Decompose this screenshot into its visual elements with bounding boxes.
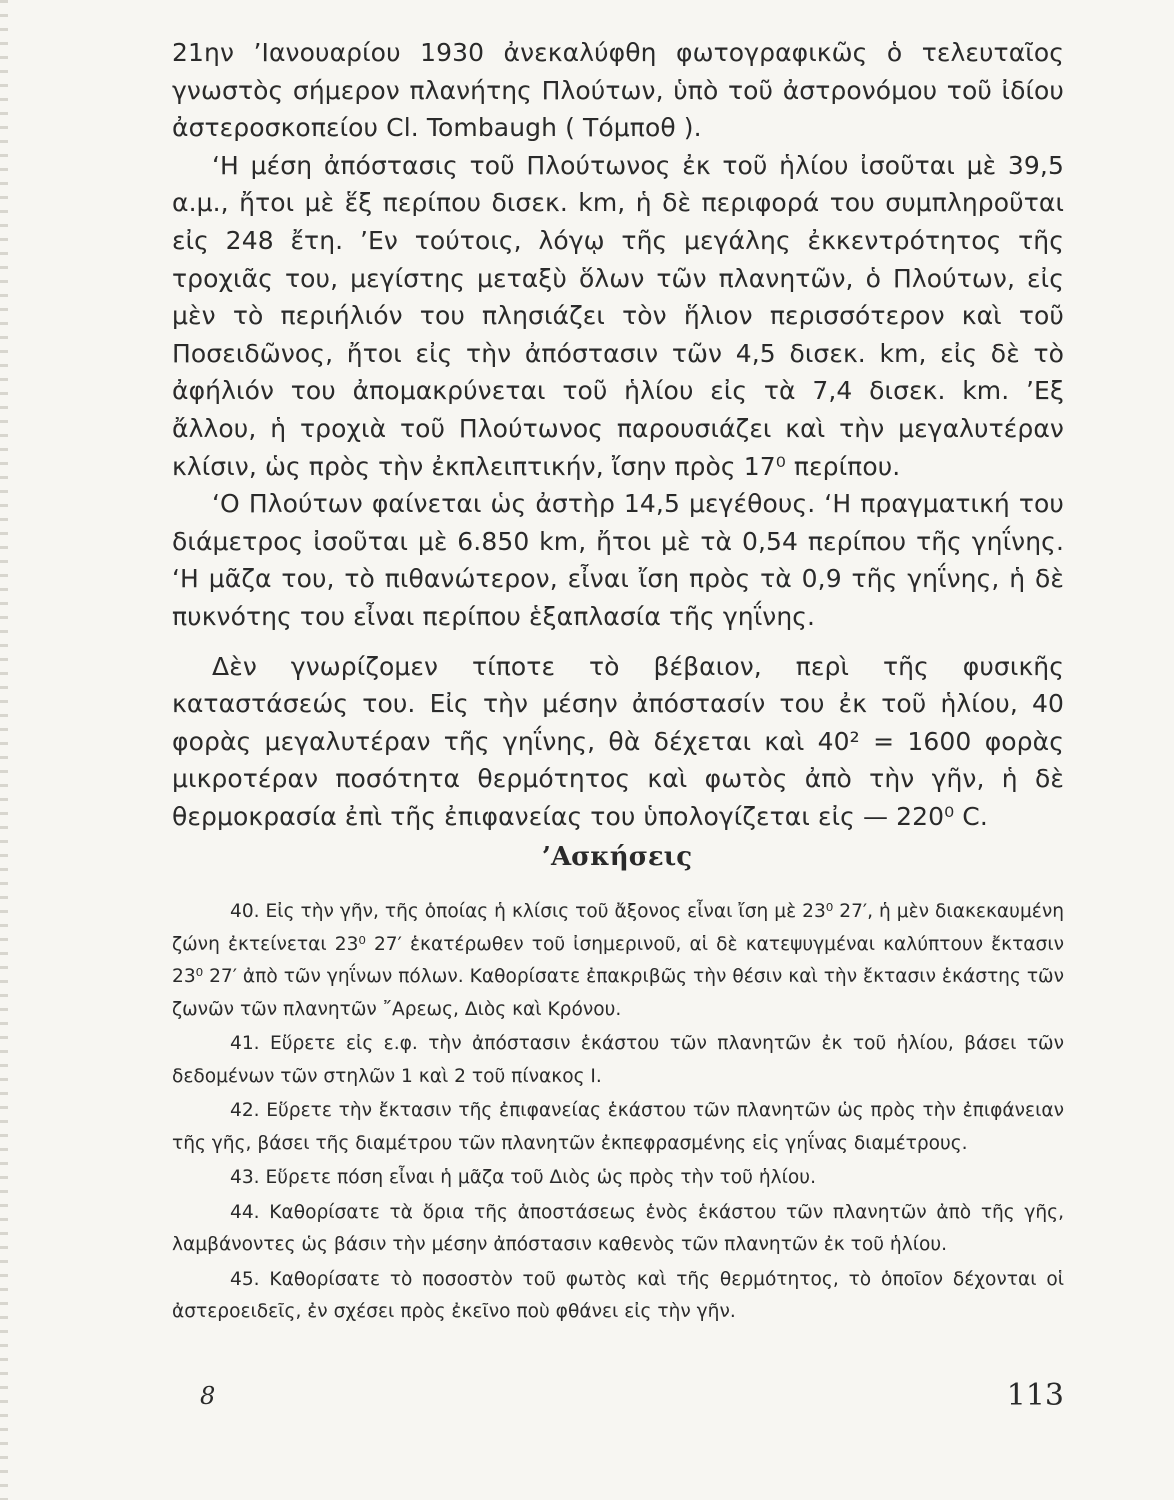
- main-text: [172, 34, 1064, 835]
- paragraph: Δὲν γνωρίζομεν τίποτε τὸ βέβαιον, περὶ τῆς φυσικῆς καταστάσεώς του. Εἰς τὴν μέσην ἀπόστασίν του ἐκ τοῦ ἡλίου, 40 φορὰς μεγαλυτέραν τῆς γηΐνης, θὰ δέχεται καὶ 40² = 1600 φορὰς μικροτέραν ποσότητα θερμότητος καὶ φωτὸς ἀπὸ τὴν γῆν, ἡ δὲ θερμοκρασία ἐπὶ τῆς ἐπιφανείας του ὑπολογίζεται εἰς — 220⁰ C.: [172, 651, 1064, 831]
- page-number: 113: [1006, 1378, 1064, 1413]
- signature-mark: 8: [200, 1382, 216, 1410]
- paragraph: ‘Ο Πλούτων φαίνεται ὡς ἀστὴρ 14,5 μεγέθους. ‘Η πραγματική του διάμετρος ἰσοῦται μὲ 6.850 km, ἤτοι μὲ τὰ 0,54 περίπου τῆς γηΐνης. ‘Η μᾶζα του, τὸ πιθανώτερον, εἶναι ἴση πρὸς τὰ 0,9 τῆς γηΐνης, ἡ δὲ πυκνότης του εἶναι περίπου ἑξαπλασία τῆς γηΐνης.: [172, 489, 1064, 631]
- exercise-item: 43. Εὕρετε πόση εἶναι ἡ μᾶζα τοῦ Διὸς ὡς πρὸς τὴν τοῦ ἡλίου.: [230, 1167, 816, 1188]
- exercise-item: 41. Εὕρετε εἰς ε.φ. τὴν ἀπόστασιν ἑκάστου τῶν πλανητῶν ἐκ τοῦ ἡλίου, βάσει τῶν δεδομένων τῶν στηλῶν 1 καὶ 2 τοῦ πίνακος Ι.: [172, 1033, 1064, 1087]
- page-edge: [0, 0, 8, 1500]
- section-title: ’Ασκήσεις: [541, 842, 693, 872]
- paragraph: ‘Η μέση ἀπόστασις τοῦ Πλούτωνος ἐκ τοῦ ἡλίου ἰσοῦται μὲ 39,5 α.μ., ἤτοι μὲ ἕξ περίπου δισεκ. km, ἡ δὲ περιφορά του συμπληροῦται εἰς 248 ἔτη. ’Εν τούτοις, λόγῳ τῆς μεγάλης ἐκκεντρότητος τῆς τροχιᾶς του, μεγίστης μεταξὺ ὅλων τῶν πλανητῶν, ὁ Πλούτων, εἰς μὲν τὸ περιήλιόν του πλησιάζει τὸν ἥλιον περισσότερον καὶ τοῦ Ποσειδῶνος, ἤτοι εἰς τὴν ἀπόστασιν τῶν 4,5 δισεκ. km, εἰς δὲ τὸ ἀφήλιόν του ἀπομακρύνεται τοῦ ἡλίου εἰς τὰ 7,4 δισεκ. km. ’Εξ ἄλλου, ἡ τροχιὰ τοῦ Πλούτωνος παρουσιάζει καὶ τὴν μεγαλυτέραν κλίσιν, ὡς πρὸς τὴν ἐκπλειπτικήν, ἴσην πρὸς 17⁰ περίπου.: [172, 150, 1064, 481]
- paragraph: 21ην ’Ιανουαρίου 1930 ἀνεκαλύφθη φωτογραφικῶς ὁ τελευταῖος γνωστὸς σήμερον πλανήτης Πλούτων, ὑπὸ τοῦ ἀστρονόμου τοῦ ἰδίου ἀστεροσκοπείου Cl. Tombaugh ( Τόμποθ ).: [172, 38, 1064, 143]
- exercise-item: 44. Καθορίσατε τὰ ὅρια τῆς ἀποστάσεως ἑνὸς ἑκάστου τῶν πλανητῶν ἀπὸ τῆς γῆς, λαμβάνοντες ὡς βάσιν τὴν μέσην ἀπόστασιν καθενὸς τῶν πλανητῶν ἐκ τοῦ ἡλίου.: [172, 1201, 1064, 1255]
- exercises-list: [172, 896, 1064, 1329]
- exercise-item: 42. Εὕρετε τὴν ἔκτασιν τῆς ἐπιφανείας ἑκάστου τῶν πλανητῶν ὡς πρὸς τὴν ἐπιφάνειαν τῆς γῆς, βάσει τῆς διαμέτρου τῶν πλανητῶν ἐκπεφρασμένης εἰς γηΐνας διαμέτρους.: [172, 1100, 1064, 1154]
- exercise-item: 45. Καθορίσατε τὸ ποσοστὸν τοῦ φωτὸς καὶ τῆς θερμότητος, τὸ ὁποῖον δέχονται οἱ ἀστεροειδεῖς, ἐν σχέσει πρὸς ἐκεῖνο ποὺ φθάνει εἰς τὴν γῆν.: [172, 1268, 1064, 1322]
- exercise-item: 40. Εἰς τὴν γῆν, τῆς ὁποίας ἡ κλίσις τοῦ ἄξονος εἶναι ἴση μὲ 23⁰ 27′, ἡ μὲν διακεκαυμένη ζώνη ἐκτείνεται 23⁰ 27′ ἑκατέρωθεν τοῦ ἰσημερινοῦ, αἱ δὲ κατεψυγμέναι καλύπτουν ἔκτασιν 23⁰ 27′ ἀπὸ τῶν γηΐνων πόλων. Καθορίσατε ἐπακριβῶς τὴν θέσιν καὶ τὴν ἔκτασιν ἑκάστης τῶν ζωνῶν τῶν πλανητῶν ῎Αρεως, Διὸς καὶ Κρόνου.: [172, 901, 1064, 1020]
